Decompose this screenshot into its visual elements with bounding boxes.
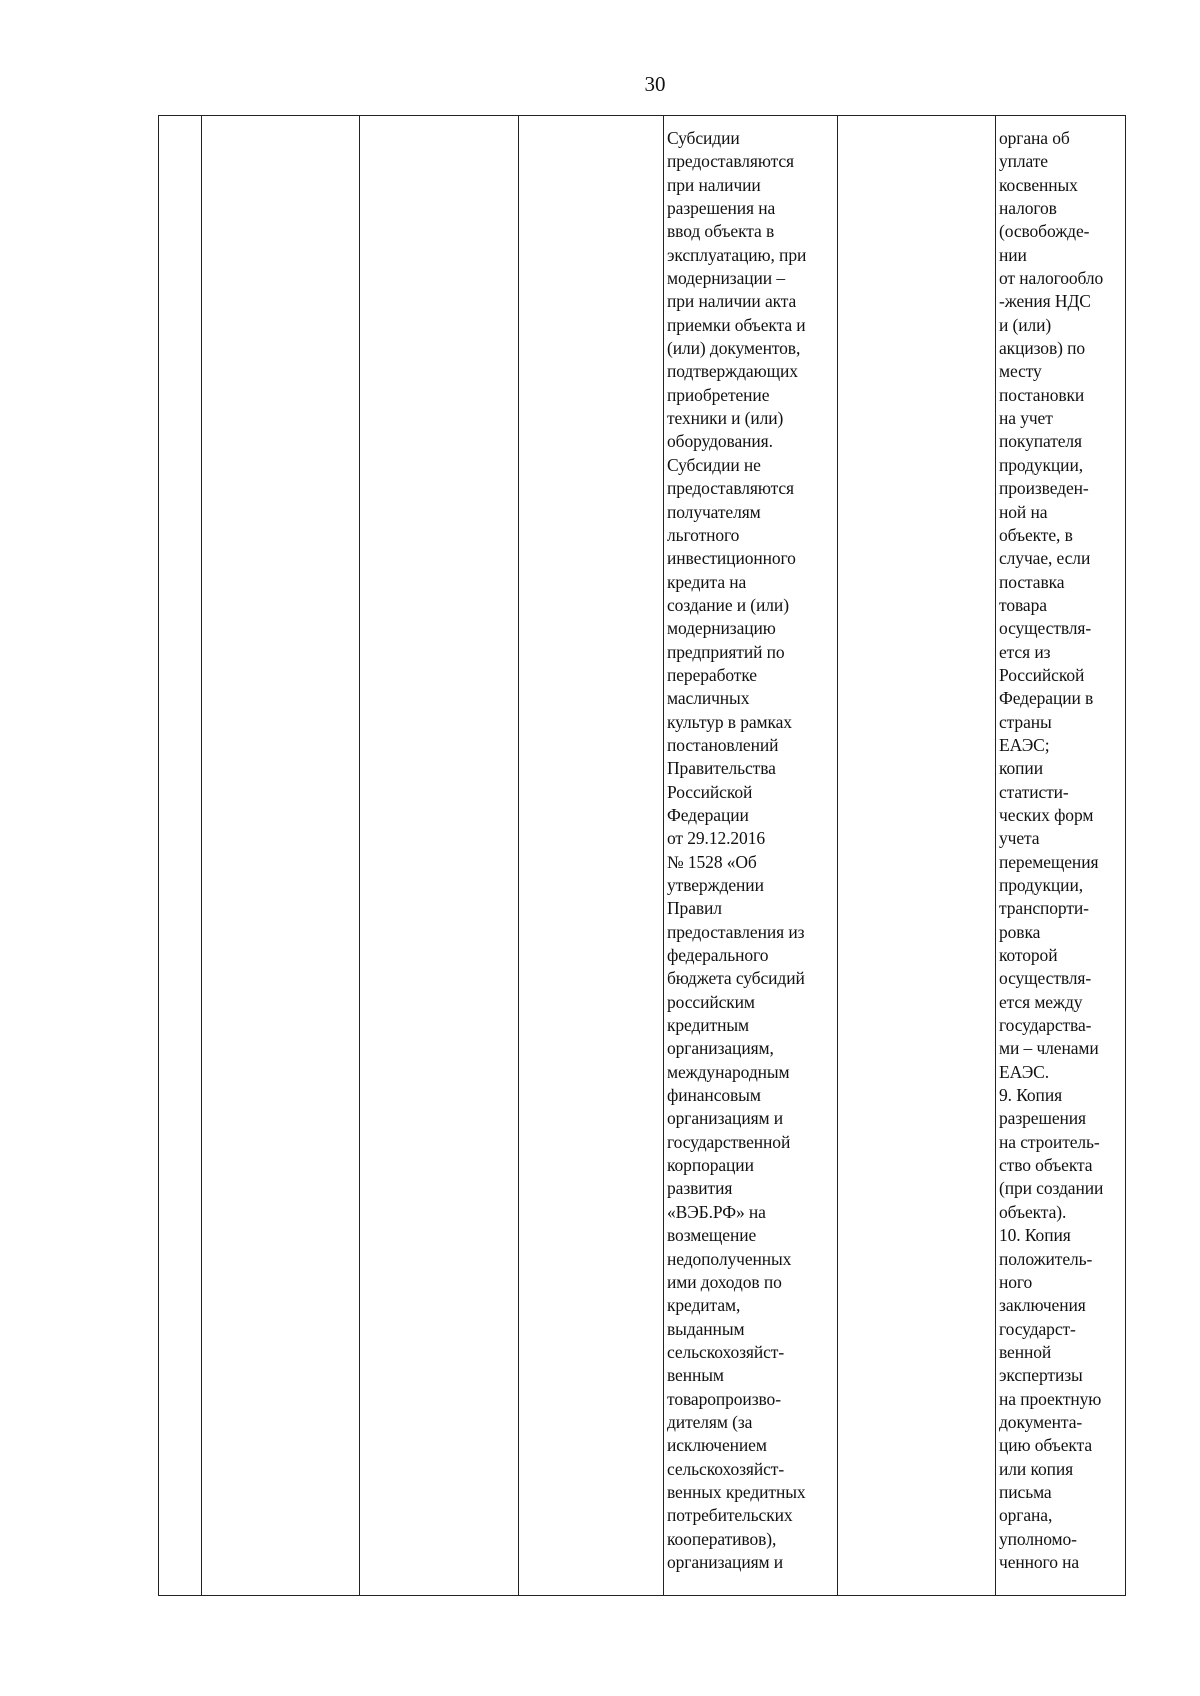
table-cell-col-4 [519, 116, 664, 1596]
subsidy-conditions-text: Субсидии предоставляются при наличии разрешения на ввод объекта в эксплуатацию, при модернизации – при наличии акта приемки объекта и (или) документов, подтверждающих приобретение техники и (или) оборудования. Субсидии не предоставляются получателям льготного инвестиционного кредита на создание и (или) модернизацию предприятий по переработке масличных культур в рамках постановлений Правительства Российской Федерации от 29.12.2016 № 1528 «Об утверждении Правил предоставления из федерального бюджета субсидий российским кредитным организациям, международным финансовым организациям и государственной корпорации развития «ВЭБ.РФ» на возмещение недополученных ими доходов по кредитам, выданным сельскохозяйст- венным товаропроизво- дителям (за исключением сельскохозяйст- венных кредитных потребительских кооперативов), организациям и [667, 128, 807, 1572]
page-number: 30 [644, 72, 666, 96]
table-cell-col-2 [202, 116, 360, 1596]
table-cell-col-5 [664, 116, 838, 1596]
table-cell-col-7 [996, 116, 1126, 1596]
table-cell-col-6 [838, 116, 996, 1596]
document-table [158, 115, 1126, 1596]
table-row [159, 116, 1126, 1596]
table-cell-col-1 [159, 116, 202, 1596]
required-documents-text: органа об уплате косвенных налогов (освобожде- нии от налогообло -жения НДС и (или) акцизов) по месту постановки на учет покупателя продукции, произведен- ной на объекте, в случае, если поставка товара осуществля- ется из Российской Федерации в страны ЕАЭС; копии статисти- ческих форм учета перемещения продукции, транспорти- ровка которой осуществля- ется между государства- ми – членами ЕАЭС. 9. Копия разрешения на строитель- ство объекта (при создании объекта). 10. Копия положитель- ного заключения государст- венной экспертизы на проектную документа- цию объекта или копия письма органа, уполномо- ченного на [999, 128, 1104, 1572]
table-cell-col-3 [360, 116, 519, 1596]
